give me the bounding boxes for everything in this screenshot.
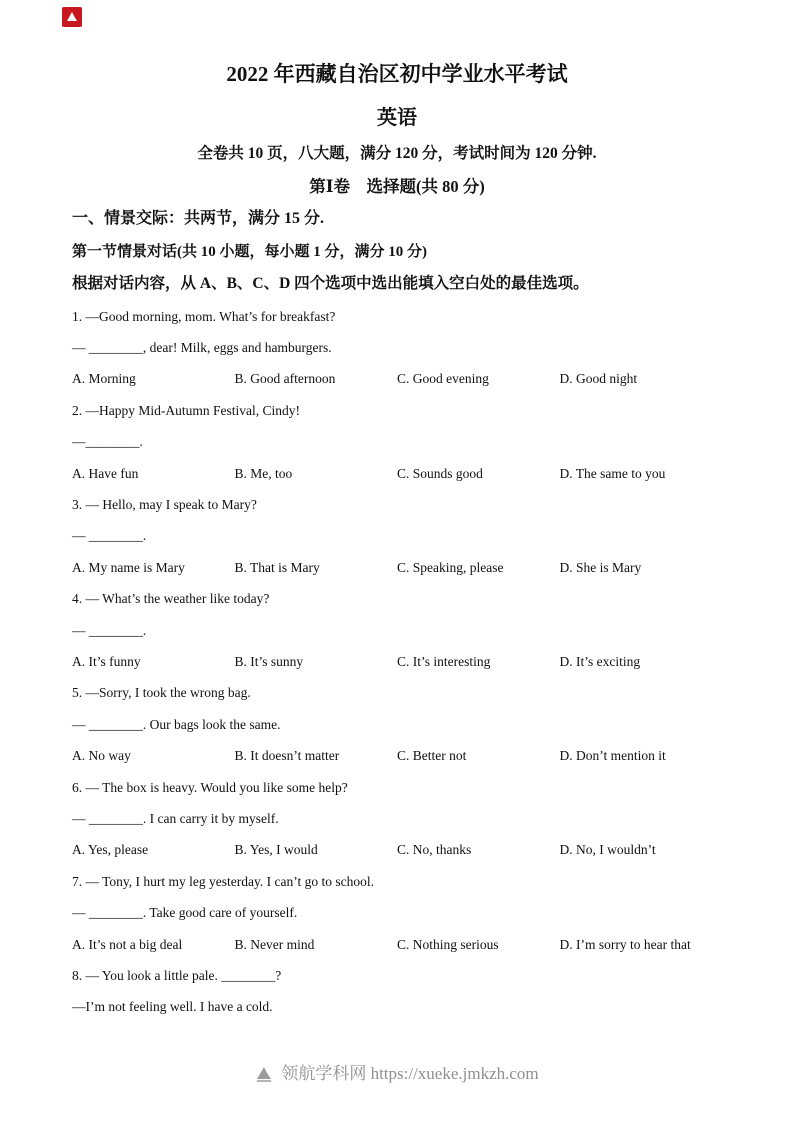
question-line: 5. —Sorry, I took the wrong bag.	[72, 685, 251, 701]
options-row	[72, 929, 722, 960]
question-7	[72, 866, 722, 960]
watermark-logo-icon	[254, 1064, 274, 1084]
question-list	[72, 301, 722, 1023]
volume-heading: 第Ⅰ卷 选择题(共 80 分)	[309, 176, 485, 196]
option-a: A. It’s not a big deal	[72, 936, 183, 952]
option-c: C. Sounds good	[397, 465, 483, 481]
option-d: D. I’m sorry to hear that	[559, 936, 691, 952]
option-b: B. It’s sunny	[234, 653, 304, 669]
answer-line: — ________. I can carry it by myself.	[72, 811, 279, 826]
options-row	[72, 740, 722, 771]
corner-logo-icon	[62, 7, 82, 27]
instructions-line: 根据对话内容，从 A、B、C、D 四个选项中选出能填入空白处的最佳选项。	[72, 275, 589, 292]
question-3	[72, 489, 722, 583]
option-b: B. Me, too	[234, 465, 293, 481]
question-5	[72, 677, 722, 771]
answer-line: — ________.	[72, 528, 147, 544]
question-2	[72, 395, 722, 489]
option-a: A. Morning	[72, 371, 136, 387]
option-a: A. My name is Mary	[72, 559, 185, 575]
question-line: 1. —Good morning, mom. What’s for breakfast?	[72, 308, 336, 324]
option-d: D. Don’t mention it	[559, 748, 666, 764]
exam-meta: 全卷共 10 页，八大题，满分 120 分，考试时间为 120 分钟.	[197, 145, 597, 162]
options-row	[72, 458, 722, 489]
question-line: 6. — The box is heavy. Would you like some help?	[72, 779, 348, 795]
answer-line: — ________. Our bags look the same.	[72, 716, 281, 732]
option-a: A. It’s funny	[72, 653, 141, 669]
option-b: B. Never mind	[234, 936, 315, 952]
question-6	[72, 772, 722, 866]
option-b: B. Good afternoon	[234, 371, 336, 387]
section-heading: 一、情景交际：共两节，满分 15 分.	[72, 210, 325, 227]
exam-title: 2022 年西藏自治区初中学业水平考试	[226, 62, 568, 86]
question-line: 2. —Happy Mid-Autumn Festival, Cindy!	[72, 402, 300, 418]
option-d: D. Good night	[559, 371, 638, 387]
question-line: 4. — What’s the weather like today?	[72, 591, 270, 607]
options-row	[72, 552, 722, 583]
option-a: A. Have fun	[72, 465, 139, 481]
question-line: 3. — Hello, may I speak to Mary?	[72, 496, 257, 512]
options-row	[72, 646, 722, 677]
question-line: 8. — You look a little pale. ________?	[72, 968, 282, 984]
option-b: B. That is Mary	[234, 559, 320, 575]
part-heading: 第一节情景对话(共 10 小题，每小题 1 分，满分 10 分)	[72, 243, 427, 260]
options-row	[72, 363, 722, 394]
option-c: C. It’s interesting	[397, 653, 491, 669]
option-d: D. It’s exciting	[559, 653, 641, 669]
question-1	[72, 301, 722, 395]
question-8	[72, 960, 722, 1023]
option-d: D. The same to you	[559, 465, 666, 481]
option-b: B. It doesn’t matter	[234, 748, 340, 764]
option-c: C. No, thanks	[397, 842, 472, 858]
subject-title: 英语	[377, 107, 417, 129]
option-d: D. She is Mary	[559, 559, 642, 575]
option-c: C. Speaking, please	[397, 559, 504, 575]
option-c: C. Good evening	[397, 371, 489, 387]
option-b: B. Yes, I would	[234, 842, 318, 858]
watermark	[0, 1062, 793, 1086]
option-a: A. Yes, please	[72, 842, 149, 858]
option-c: C. Better not	[397, 748, 467, 764]
answer-line: —________.	[72, 434, 143, 450]
answer-line: — ________. Take good care of yourself.	[72, 905, 298, 921]
option-a: A. No way	[72, 748, 131, 764]
question-4	[72, 583, 722, 677]
answer-line: —I’m not feeling well. I have a cold.	[72, 999, 273, 1015]
option-c: C. Nothing serious	[397, 936, 499, 952]
watermark-text: 领航学科网 https://xueke.jmkzh.com	[281, 1064, 539, 1083]
options-row	[72, 834, 722, 865]
answer-line: — ________.	[72, 622, 147, 638]
question-line: 7. — Tony, I hurt my leg yesterday. I can’t go to school.	[72, 873, 374, 889]
answer-line: — ________, dear! Milk, eggs and hamburgers.	[72, 339, 332, 355]
option-d: D. No, I wouldn’t	[559, 842, 656, 858]
